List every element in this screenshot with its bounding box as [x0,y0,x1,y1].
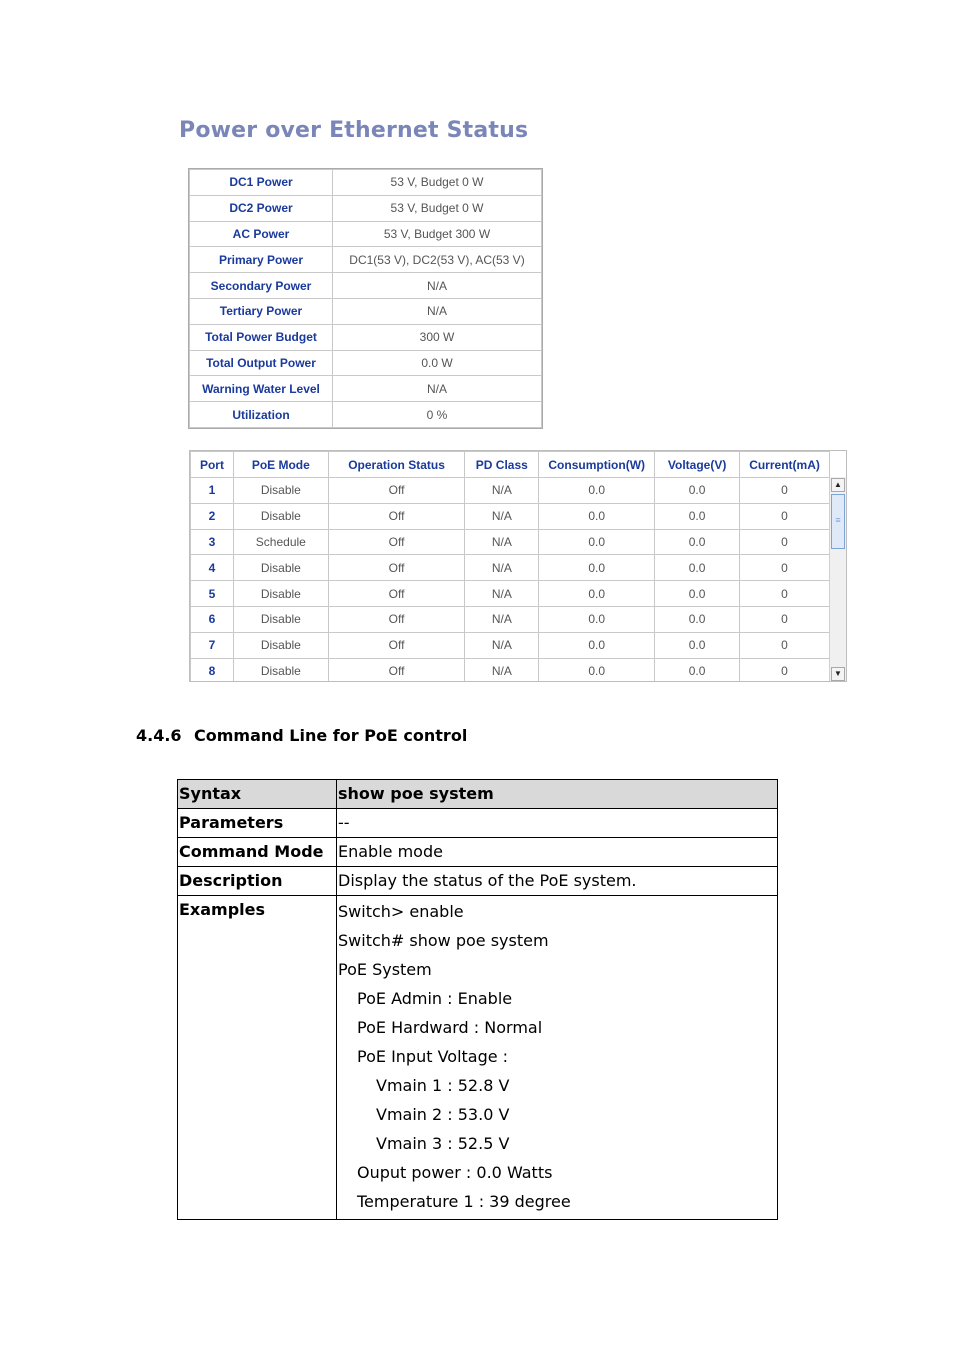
example-line: Ouput power : 0.0 Watts [357,1163,553,1182]
column-header: Operation Status [328,452,465,478]
summary-value: 0.0 W [333,350,542,376]
power-summary-table [189,169,542,428]
table-cell: Off [328,555,465,581]
table-cell: 0.0 [539,529,655,555]
table-cell: Disable [233,632,328,658]
table-cell: 6 [191,606,234,632]
table-cell: Off [328,478,465,504]
summary-label: DC2 Power [190,195,333,221]
table-cell: Disable [233,555,328,581]
table-cell: 3 [191,529,234,555]
table-header-row [191,452,830,478]
table-cell: 0 [740,478,830,504]
table-cell: Off [328,606,465,632]
example-line: Vmain 3 : 52.5 V [376,1134,510,1153]
table-cell: 7 [191,632,234,658]
port-status-table [190,451,830,682]
table-cell: 0 [740,632,830,658]
summary-label: AC Power [190,221,333,247]
table-cell: 0 [740,658,830,682]
table-cell: Off [328,529,465,555]
section-number: 4.4.6 [136,726,182,745]
example-line: Temperature 1 : 39 degree [357,1192,571,1211]
table-cell: 0.0 [655,581,740,607]
table-cell: 0.0 [539,478,655,504]
table-cell: 0 [740,529,830,555]
example-line: PoE Hardward : Normal [357,1018,543,1037]
vertical-scrollbar[interactable] [829,477,846,682]
table-row [191,606,830,632]
syntax-row [178,780,778,809]
parameters-value: -- [337,809,778,838]
table-cell: 0.0 [539,503,655,529]
parameters-label: Parameters [178,809,337,838]
section-heading [136,726,467,745]
page-title: Power over Ethernet Status [179,118,529,143]
example-line: Vmain 2 : 53.0 V [376,1105,510,1124]
example-line: PoE Input Voltage : [357,1047,509,1066]
table-cell: 2 [191,503,234,529]
summary-label: Warning Water Level [190,376,333,402]
column-header: PoE Mode [233,452,328,478]
table-cell: 0.0 [539,581,655,607]
summary-value: 53 V, Budget 0 W [333,195,542,221]
summary-row [190,376,542,402]
column-header: PD Class [465,452,539,478]
table-cell: 0.0 [539,555,655,581]
summary-label: DC1 Power [190,170,333,196]
table-cell: 0.0 [539,606,655,632]
table-cell: 0.0 [655,632,740,658]
summary-label: Utilization [190,402,333,428]
scroll-down-icon[interactable]: ▼ [831,667,845,681]
table-cell: N/A [465,581,539,607]
table-cell: Disable [233,606,328,632]
table-cell: 0.0 [539,658,655,682]
scrollbar-thumb[interactable]: ≡ [831,494,845,549]
summary-label: Secondary Power [190,273,333,299]
table-cell: Disable [233,478,328,504]
command-mode-label: Command Mode [178,838,337,867]
examples-label: Examples [178,896,337,1220]
table-cell: 0.0 [539,632,655,658]
table-cell: 1 [191,478,234,504]
summary-row [190,195,542,221]
summary-row [190,221,542,247]
summary-value: 53 V, Budget 0 W [333,170,542,196]
example-line: PoE Admin : Enable [357,989,513,1008]
summary-value: DC1(53 V), DC2(53 V), AC(53 V) [333,247,542,273]
table-cell: 5 [191,581,234,607]
description-label: Description [178,867,337,896]
table-row [191,658,830,682]
table-cell: N/A [465,632,539,658]
summary-label: Primary Power [190,247,333,273]
command-mode-value: Enable mode [337,838,778,867]
column-header: Current(mA) [740,452,830,478]
table-cell: 0 [740,581,830,607]
table-cell: Disable [233,503,328,529]
command-table [177,779,778,1220]
summary-row [190,298,542,324]
summary-label: Total Output Power [190,350,333,376]
table-cell: N/A [465,658,539,682]
summary-row [190,402,542,428]
port-status-panel [189,450,847,682]
table-cell: 0.0 [655,503,740,529]
scroll-up-icon[interactable]: ▲ [831,478,845,492]
table-row [191,478,830,504]
table-cell: Off [328,632,465,658]
summary-row [190,350,542,376]
table-cell: N/A [465,478,539,504]
summary-row [190,170,542,196]
table-cell: N/A [465,555,539,581]
summary-row [190,273,542,299]
table-row [191,555,830,581]
column-header: Voltage(V) [655,452,740,478]
parameters-row [178,809,778,838]
summary-value: N/A [333,273,542,299]
table-cell: 0.0 [655,555,740,581]
table-row [191,632,830,658]
example-line: Vmain 1 : 52.8 V [376,1076,510,1095]
table-cell: 0.0 [655,606,740,632]
table-row [191,503,830,529]
example-line: Switch> enable [338,902,464,921]
section-title: Command Line for PoE control [194,726,468,745]
examples-row [178,896,778,1220]
summary-value: 300 W [333,324,542,350]
summary-value: 0 % [333,402,542,428]
table-cell: 0 [740,606,830,632]
table-cell: 8 [191,658,234,682]
table-cell: Off [328,658,465,682]
table-cell: N/A [465,503,539,529]
table-cell: 0.0 [655,529,740,555]
examples-value [337,896,778,1220]
example-line: Switch# show poe system [338,931,549,950]
syntax-value: show poe system [337,780,778,809]
summary-row [190,324,542,350]
example-line: PoE System [338,960,432,979]
table-cell: Schedule [233,529,328,555]
table-cell: 0 [740,555,830,581]
summary-value: N/A [333,298,542,324]
description-value: Display the status of the PoE system. [337,867,778,896]
table-cell: Disable [233,658,328,682]
column-header: Consumption(W) [539,452,655,478]
summary-value: N/A [333,376,542,402]
table-cell: Disable [233,581,328,607]
summary-value: 53 V, Budget 300 W [333,221,542,247]
description-row [178,867,778,896]
table-cell: Off [328,503,465,529]
table-cell: 0.0 [655,478,740,504]
table-cell: 0 [740,503,830,529]
summary-label: Tertiary Power [190,298,333,324]
table-cell: N/A [465,606,539,632]
table-cell: 0.0 [655,658,740,682]
summary-label: Total Power Budget [190,324,333,350]
table-row [191,581,830,607]
summary-row [190,247,542,273]
table-cell: N/A [465,529,539,555]
command-mode-row [178,838,778,867]
column-header: Port [191,452,234,478]
table-row [191,529,830,555]
syntax-label: Syntax [178,780,337,809]
table-cell: 4 [191,555,234,581]
table-cell: Off [328,581,465,607]
